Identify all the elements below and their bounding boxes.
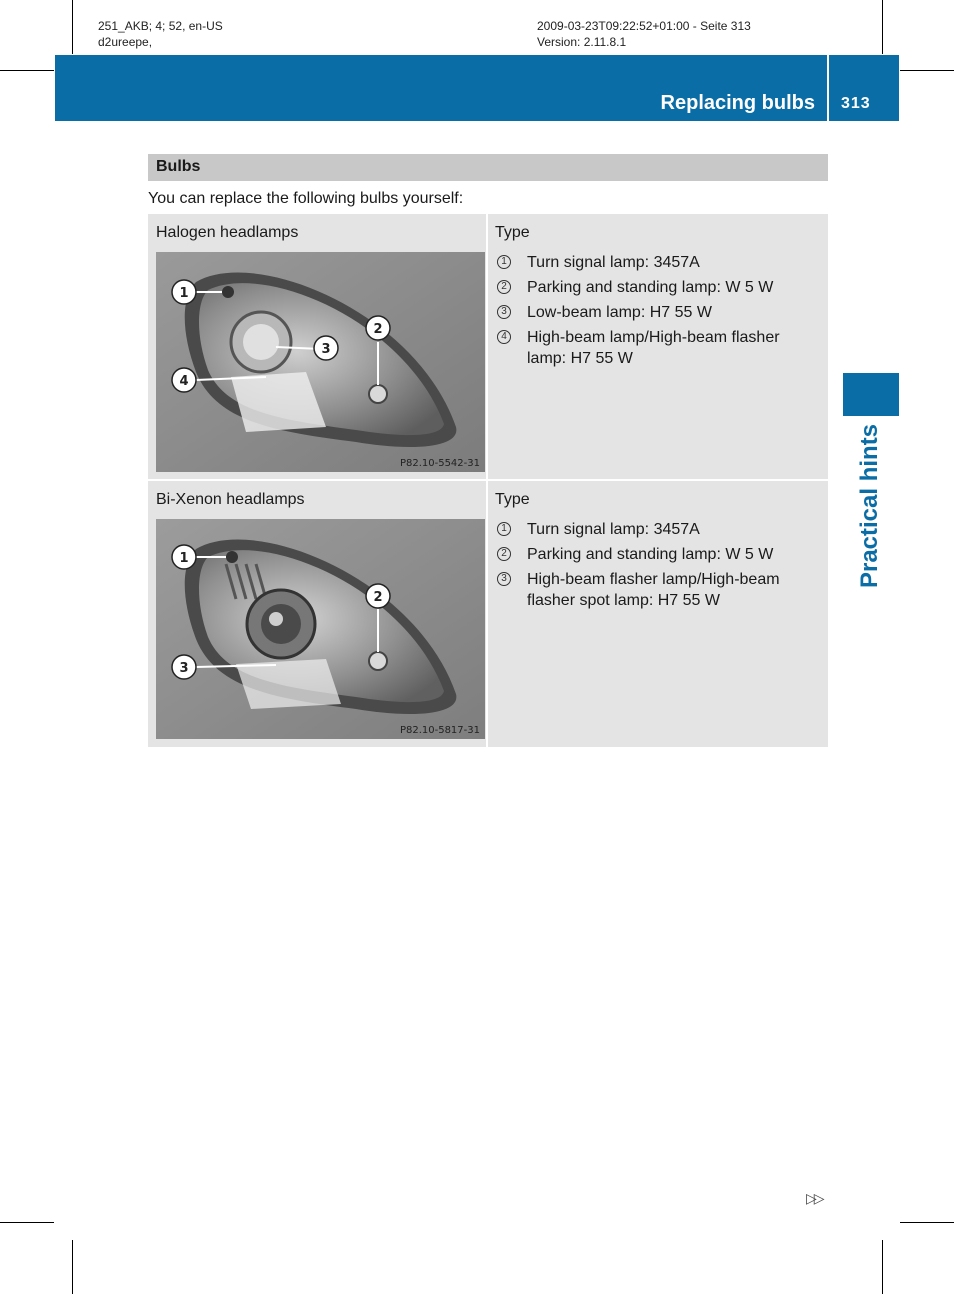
list-item bbox=[495, 277, 817, 298]
list-item bbox=[495, 519, 817, 540]
xenon-bulb-list bbox=[495, 519, 817, 615]
circled-number-icon: 2 bbox=[497, 547, 511, 561]
callout-label: 2 bbox=[373, 590, 383, 605]
section-heading-bar bbox=[148, 154, 828, 181]
crop-mark bbox=[900, 1222, 954, 1223]
bulb-description: Low-beam lamp: H7 55 W bbox=[527, 304, 712, 321]
page-number: 313 bbox=[841, 95, 871, 112]
section-title: Bulbs bbox=[156, 158, 201, 175]
double-triangle-right-icon: ▷▷ bbox=[806, 1190, 822, 1206]
header-divider bbox=[827, 55, 829, 121]
halogen-bulb-list bbox=[495, 252, 817, 373]
meta-line: 251_AKB; 4; 52, en-US bbox=[98, 19, 223, 33]
callout-label: 2 bbox=[373, 322, 383, 337]
halogen-heading: Halogen headlamps bbox=[156, 224, 299, 241]
list-item bbox=[495, 302, 817, 323]
crop-mark bbox=[0, 70, 54, 71]
panel-divider bbox=[486, 214, 488, 479]
callout-label: 4 bbox=[179, 374, 189, 389]
side-tab-label: Practical hints bbox=[856, 423, 883, 589]
image-code: P82.10-5817-31 bbox=[399, 725, 480, 736]
list-item bbox=[495, 569, 817, 611]
panel-divider bbox=[486, 481, 488, 747]
halogen-panel bbox=[148, 214, 828, 479]
chapter-header bbox=[55, 55, 899, 121]
circled-number-icon: 4 bbox=[497, 330, 511, 344]
xenon-type-heading: Type bbox=[495, 491, 530, 508]
circled-number-icon: 1 bbox=[497, 255, 511, 269]
crop-mark bbox=[72, 0, 73, 54]
halogen-headlamp-illustration bbox=[156, 252, 485, 472]
list-item bbox=[495, 327, 817, 369]
chapter-title: Replacing bulbs bbox=[660, 92, 815, 114]
bulb-description: Parking and standing lamp: W 5 W bbox=[527, 279, 774, 296]
callout-label: 3 bbox=[321, 342, 331, 357]
crop-mark bbox=[0, 1222, 54, 1223]
bulb-description: High-beam flasher lamp/High-beam flasher spot lamp: H7 55 W bbox=[527, 571, 780, 609]
xenon-panel bbox=[148, 481, 828, 747]
circled-number-icon: 3 bbox=[497, 572, 511, 586]
crop-mark bbox=[72, 1240, 73, 1294]
callout-label: 1 bbox=[179, 286, 189, 301]
halogen-headlamp-image bbox=[156, 252, 485, 472]
intro-text: You can replace the following bulbs yourself: bbox=[148, 190, 464, 207]
crop-mark bbox=[882, 1240, 883, 1294]
xenon-headlamp-image bbox=[156, 519, 485, 739]
halogen-type-heading: Type bbox=[495, 224, 530, 241]
circled-number-icon: 3 bbox=[497, 305, 511, 319]
xenon-headlamp-illustration bbox=[156, 519, 485, 739]
print-meta-left bbox=[98, 18, 223, 50]
callout-label: 1 bbox=[179, 551, 189, 566]
list-item bbox=[495, 544, 817, 565]
bulb-description: Turn signal lamp: 3457A bbox=[527, 521, 700, 538]
list-item bbox=[495, 252, 817, 273]
meta-line: d2ureepe, bbox=[98, 35, 153, 49]
circled-number-icon: 2 bbox=[497, 280, 511, 294]
circled-number-icon: 1 bbox=[497, 522, 511, 536]
meta-line: Version: 2.11.8.1 bbox=[537, 35, 627, 49]
xenon-heading: Bi-Xenon headlamps bbox=[156, 491, 305, 508]
bulb-description: Parking and standing lamp: W 5 W bbox=[527, 546, 774, 563]
bulb-description: Turn signal lamp: 3457A bbox=[527, 254, 700, 271]
crop-mark bbox=[900, 70, 954, 71]
crop-mark bbox=[882, 0, 883, 54]
side-tab-marker bbox=[843, 373, 899, 416]
callout-label: 3 bbox=[179, 661, 189, 676]
print-meta-right bbox=[537, 18, 751, 50]
image-code: P82.10-5542-31 bbox=[399, 458, 480, 469]
bulb-description: High-beam lamp/High-beam flasher lamp: H7 55 W bbox=[527, 329, 780, 367]
meta-line: 2009-03-23T09:22:52+01:00 - Seite 313 bbox=[537, 19, 751, 33]
